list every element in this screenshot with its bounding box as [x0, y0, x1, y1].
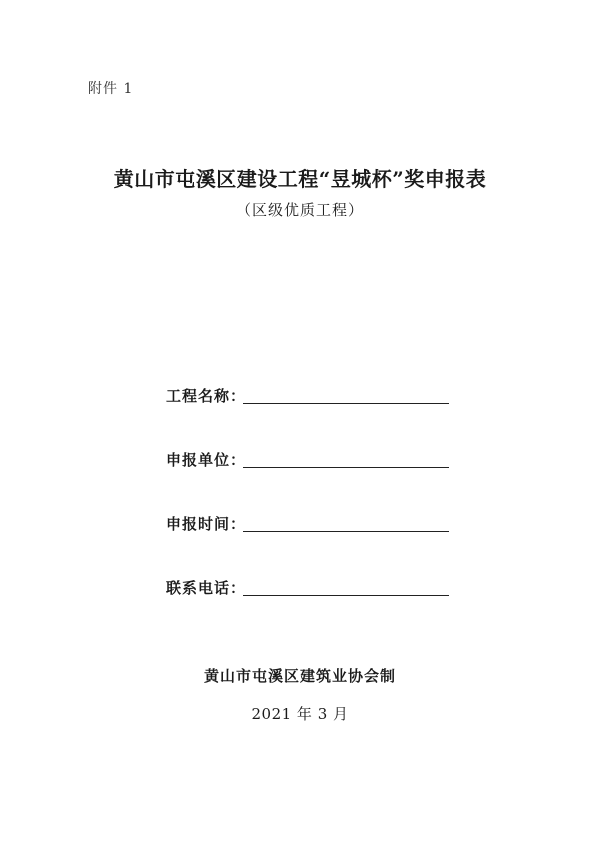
contact-phone-field [166, 577, 456, 599]
project-name-field [166, 385, 456, 407]
applicant-unit-blank-line[interactable] [243, 467, 449, 468]
issuer-organization: 黄山市屯溪区建筑业协会制 [203, 667, 396, 685]
applicant-unit-label: 申报单位： [166, 451, 247, 469]
application-date-field [166, 513, 456, 535]
attachment-label: 附件 1 [88, 81, 134, 97]
applicant-unit-field [166, 449, 456, 471]
form-subtitle: （区级优质工程） [235, 201, 364, 219]
contact-phone-label: 联系电话： [166, 579, 247, 597]
application-date-label: 申报时间： [166, 515, 247, 533]
form-title: 黄山市屯溪区建设工程“昱城杯”奖申报表 [113, 167, 487, 191]
application-date-blank-line[interactable] [243, 531, 449, 532]
project-name-blank-line[interactable] [243, 403, 449, 404]
project-name-label: 工程名称： [166, 387, 247, 405]
contact-phone-blank-line[interactable] [243, 595, 449, 596]
issue-date: 2021 年 3 月 [251, 705, 349, 723]
